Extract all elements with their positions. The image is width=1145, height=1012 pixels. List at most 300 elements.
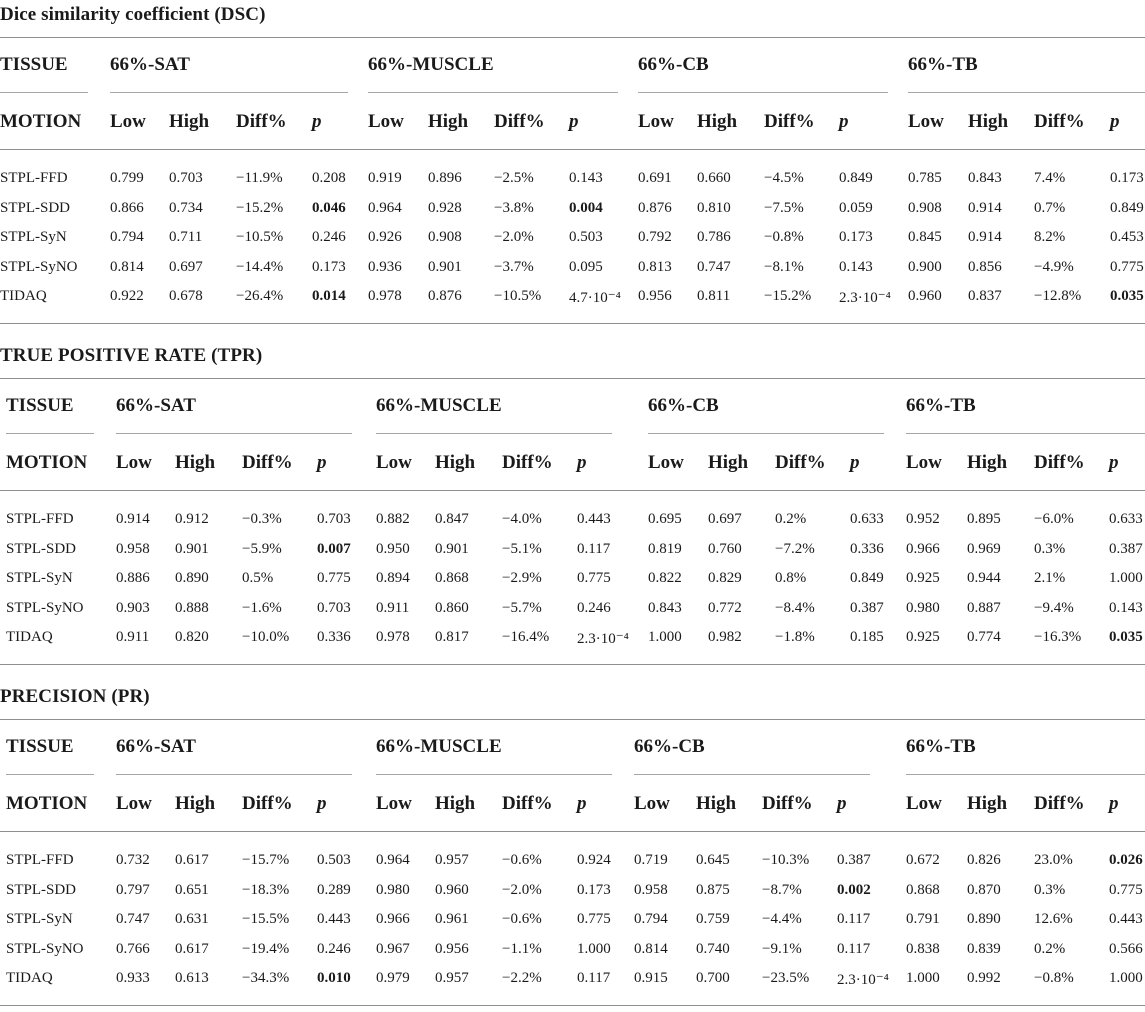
group-header: 66%-CB <box>648 395 719 416</box>
table-cell: −9.1% <box>762 940 802 957</box>
table-cell: 0.961 <box>435 911 469 927</box>
column-header: Diff% <box>1034 452 1085 473</box>
column-header: High <box>428 111 469 132</box>
column-header: Diff% <box>1034 793 1085 814</box>
table-cell: 0.613 <box>175 970 209 986</box>
table-cell: 0.660 <box>697 170 731 186</box>
table-cell: −8.7% <box>762 881 802 898</box>
column-header: Low <box>908 111 944 132</box>
group-underline <box>368 92 618 93</box>
group-underline <box>638 92 888 93</box>
table-cell: −3.8% <box>494 199 534 216</box>
table-cell: 1.000 <box>1109 970 1143 986</box>
table-cell: 2.3·10⁻⁴ <box>837 972 889 988</box>
table-cell: 0.143 <box>1109 599 1143 616</box>
table-cell: 0.691 <box>638 170 672 186</box>
group-header: 66%-CB <box>634 736 705 757</box>
method-label: STPL-SyNO <box>6 940 84 957</box>
table-cell: 0.173 <box>839 229 873 245</box>
table-cell: −23.5% <box>762 970 810 986</box>
table-cell: −8.4% <box>775 599 815 616</box>
table-cell: 0.719 <box>634 852 668 868</box>
column-header: p <box>1109 793 1119 814</box>
table-cell: 0.958 <box>116 540 150 557</box>
table-cell: 0.697 <box>708 511 742 527</box>
table-cell: −10.5% <box>236 229 284 245</box>
table-cell: 1.000 <box>1109 570 1143 586</box>
table-cell: 0.908 <box>428 229 462 245</box>
tissue-underline <box>0 92 88 93</box>
table-cell: −2.0% <box>494 229 534 245</box>
table-cell: 0.901 <box>435 540 469 557</box>
table-cell: −6.0% <box>1034 511 1074 527</box>
table-cell: 0.958 <box>634 881 668 898</box>
table-cell: −14.4% <box>236 258 284 275</box>
table-cell: −3.7% <box>494 258 534 275</box>
table-cell: 0.911 <box>376 599 410 616</box>
table-cell: 0.979 <box>376 970 410 986</box>
group-header: 66%-CB <box>638 54 709 75</box>
column-header: High <box>175 793 216 814</box>
table-cell: 0.922 <box>110 288 144 304</box>
table-cell: −8.1% <box>764 258 804 275</box>
table-cell: −1.8% <box>775 629 815 645</box>
table-cell: 1.000 <box>648 629 682 645</box>
table-cell: 0.711 <box>169 229 203 245</box>
header-rule <box>0 490 1145 491</box>
table-cell: 0.914 <box>968 199 1002 216</box>
table-cell: 0.695 <box>648 511 682 527</box>
bottom-rule <box>0 323 1145 324</box>
method-label: STPL-FFD <box>6 852 74 868</box>
table-cell: 0.868 <box>906 881 940 898</box>
table-cell: 0.5% <box>242 570 274 586</box>
table-cell: 0.843 <box>968 170 1002 186</box>
table-cell: 0.911 <box>116 629 150 645</box>
column-header: Diff% <box>502 793 553 814</box>
group-header: 66%-TB <box>908 54 978 75</box>
table-cell: −2.5% <box>494 170 534 186</box>
group-underline <box>634 774 870 775</box>
table-cell: 0.185 <box>850 629 884 645</box>
table-cell: −15.5% <box>242 911 290 927</box>
table-cell: 0.775 <box>1110 258 1144 275</box>
table-cell: −12.8% <box>1034 288 1082 304</box>
table-cell: 0.566 <box>1109 940 1143 957</box>
table-cell: 0.964 <box>368 199 402 216</box>
table-cell: 0.957 <box>435 970 469 986</box>
table-cell: 0.117 <box>577 970 611 986</box>
table-cell: 2.1% <box>1034 570 1066 586</box>
column-header: p <box>850 452 860 473</box>
table-cell: −15.2% <box>236 199 284 216</box>
table-cell: 0.633 <box>850 511 884 527</box>
table-cell: 0.817 <box>435 629 469 645</box>
table-cell: −19.4% <box>242 940 290 957</box>
table-cell: 0.8% <box>775 570 807 586</box>
table-cell: 0.856 <box>968 258 1002 275</box>
table-cell: −5.9% <box>242 540 282 557</box>
method-label: STPL-SyNO <box>0 258 78 275</box>
column-header: Low <box>906 452 942 473</box>
method-label: STPL-SyN <box>6 570 73 586</box>
section-title: TRUE POSITIVE RATE (TPR) <box>0 345 263 366</box>
table-cell: 0.117 <box>577 540 611 557</box>
table-cell: 0.887 <box>967 599 1001 616</box>
table-cell: 0.797 <box>116 881 150 898</box>
tissue-header: TISSUE <box>6 736 74 757</box>
table-cell: 0.143 <box>839 258 873 275</box>
table-cell: 0.952 <box>906 511 940 527</box>
section-title: PRECISION (PR) <box>0 686 150 707</box>
table-cell: 0.967 <box>376 940 410 957</box>
table-cell: 0.173 <box>312 258 346 275</box>
table-cell: 0.672 <box>906 852 940 868</box>
column-header: p <box>577 793 587 814</box>
table-cell: 0.849 <box>839 170 873 186</box>
table-cell: 0.703 <box>317 511 351 527</box>
table-cell: 0.811 <box>697 288 731 304</box>
table-cell: 0.950 <box>376 540 410 557</box>
table-cell: 0.786 <box>697 229 731 245</box>
table-cell: 0.894 <box>376 570 410 586</box>
table-cell: 0.895 <box>967 511 1001 527</box>
table-cell: 8.2% <box>1034 229 1066 245</box>
table-cell: 0.007 <box>317 540 351 557</box>
table-cell: 0.208 <box>312 170 346 186</box>
table-cell: 0.002 <box>837 881 871 898</box>
group-underline <box>376 433 612 434</box>
group-header: 66%-MUSCLE <box>368 54 494 75</box>
table-cell: 0.747 <box>697 258 731 275</box>
table-cell: 0.903 <box>116 599 150 616</box>
group-header: 66%-MUSCLE <box>376 736 502 757</box>
table-cell: 0.173 <box>1110 170 1144 186</box>
table-cell: 0.026 <box>1109 852 1143 868</box>
table-cell: −4.0% <box>502 511 542 527</box>
table-cell: 0.387 <box>837 852 871 868</box>
table-cell: 1.000 <box>577 940 611 957</box>
table-cell: 0.888 <box>175 599 209 616</box>
column-header: Low <box>906 793 942 814</box>
group-underline <box>648 433 884 434</box>
table-cell: 0.631 <box>175 911 209 927</box>
tissue-header: TISSUE <box>0 54 68 75</box>
table-cell: 0.849 <box>850 570 884 586</box>
table-cell: 0.912 <box>175 511 209 527</box>
table-cell: 0.843 <box>648 599 682 616</box>
column-header: p <box>312 111 322 132</box>
column-header: Low <box>376 793 412 814</box>
group-header: 66%-SAT <box>116 736 196 757</box>
tissue-underline <box>6 433 94 434</box>
table-cell: 0.814 <box>634 940 668 957</box>
table-cell: 0.443 <box>1109 911 1143 927</box>
table-cell: 0.936 <box>368 258 402 275</box>
column-header: Diff% <box>242 793 293 814</box>
table-cell: −10.0% <box>242 629 290 645</box>
group-header: 66%-TB <box>906 395 976 416</box>
table-cell: 0.289 <box>317 881 351 898</box>
column-header: High <box>169 111 210 132</box>
table-cell: 0.791 <box>906 911 940 927</box>
table-cell: 0.740 <box>696 940 730 957</box>
column-header: p <box>839 111 849 132</box>
table-cell: −34.3% <box>242 970 290 986</box>
table-cell: 0.503 <box>569 229 603 245</box>
table-cell: −26.4% <box>236 288 284 304</box>
table-cell: 0.775 <box>577 570 611 586</box>
column-header: Low <box>368 111 404 132</box>
column-header: Diff% <box>1034 111 1085 132</box>
bottom-rule <box>0 1005 1145 1006</box>
table-cell: 0.775 <box>577 911 611 927</box>
table-cell: 0.847 <box>435 511 469 527</box>
table-cell: 0.837 <box>968 288 1002 304</box>
group-underline <box>908 92 1145 93</box>
column-header: High <box>697 111 738 132</box>
table-cell: 0.860 <box>435 599 469 616</box>
column-header: Diff% <box>242 452 293 473</box>
table-cell: 0.794 <box>634 911 668 927</box>
group-underline <box>116 774 352 775</box>
column-header: Diff% <box>236 111 287 132</box>
table-cell: 0.810 <box>697 199 731 216</box>
table-cell: −4.5% <box>764 170 804 186</box>
column-header: p <box>1109 452 1119 473</box>
table-cell: 0.443 <box>317 911 351 927</box>
table-cell: 0.747 <box>116 911 150 927</box>
table-cell: 0.914 <box>968 229 1002 245</box>
column-header: High <box>967 793 1008 814</box>
table-section <box>0 0 1145 330</box>
group-underline <box>906 774 1145 775</box>
table-cell: 0.957 <box>435 852 469 868</box>
table-cell: −2.2% <box>502 970 542 986</box>
table-cell: 0.908 <box>908 199 942 216</box>
table-cell: 0.890 <box>175 570 209 586</box>
table-section <box>0 682 1145 1012</box>
table-cell: −16.3% <box>1034 629 1082 645</box>
column-header: High <box>696 793 737 814</box>
table-cell: 0.960 <box>908 288 942 304</box>
bottom-rule <box>0 664 1145 665</box>
table-cell: 0.914 <box>116 511 150 527</box>
table-section <box>0 341 1145 671</box>
table-cell: 4.7·10⁻⁴ <box>569 290 621 306</box>
table-cell: 0.014 <box>312 288 346 304</box>
table-cell: 0.651 <box>175 881 209 898</box>
table-cell: 0.870 <box>967 881 1001 898</box>
motion-header: MOTION <box>0 111 82 132</box>
top-rule <box>0 378 1145 379</box>
table-cell: 0.095 <box>569 258 603 275</box>
table-cell: 0.814 <box>110 258 144 275</box>
method-label: STPL-FFD <box>0 170 68 186</box>
table-cell: −16.4% <box>502 629 550 645</box>
table-cell: 0.046 <box>312 199 346 216</box>
table-cell: 0.838 <box>906 940 940 957</box>
table-cell: 0.820 <box>175 629 209 645</box>
table-cell: 0.886 <box>116 570 150 586</box>
table-cell: 0.924 <box>577 852 611 868</box>
table-cell: 0.246 <box>577 599 611 616</box>
table-cell: 0.759 <box>696 911 730 927</box>
method-label: STPL-SDD <box>6 540 77 557</box>
table-cell: 0.876 <box>428 288 462 304</box>
group-header: 66%-SAT <box>110 54 190 75</box>
table-cell: 0.766 <box>116 940 150 957</box>
table-cell: −1.1% <box>502 940 542 957</box>
table-cell: 0.143 <box>569 170 603 186</box>
column-header: High <box>968 111 1009 132</box>
table-cell: 0.882 <box>376 511 410 527</box>
table-cell: −0.6% <box>502 911 542 927</box>
table-cell: 0.819 <box>648 540 682 557</box>
table-cell: 0.617 <box>175 940 209 957</box>
column-header: Low <box>116 452 152 473</box>
column-header: p <box>317 793 327 814</box>
table-cell: −4.9% <box>1034 258 1074 275</box>
table-cell: 0.980 <box>906 599 940 616</box>
table-cell: 2.3·10⁻⁴ <box>577 631 629 647</box>
table-cell: 0.980 <box>376 881 410 898</box>
table-cell: −10.3% <box>762 852 810 868</box>
table-cell: 0.443 <box>577 511 611 527</box>
table-cell: 0.822 <box>648 570 682 586</box>
column-header: High <box>967 452 1008 473</box>
table-cell: 0.956 <box>638 288 672 304</box>
method-label: TIDAQ <box>6 970 53 986</box>
table-cell: 0.633 <box>1109 511 1143 527</box>
table-cell: 0.387 <box>1109 540 1143 557</box>
group-header: 66%-MUSCLE <box>376 395 502 416</box>
table-cell: −5.1% <box>502 540 542 557</box>
table-cell: 0.956 <box>435 940 469 957</box>
column-header: Low <box>634 793 670 814</box>
top-rule <box>0 37 1145 38</box>
table-cell: 0.760 <box>708 540 742 557</box>
table-cell: 0.960 <box>435 881 469 898</box>
table-cell: 0.866 <box>110 199 144 216</box>
table-cell: 0.926 <box>368 229 402 245</box>
table-cell: 0.617 <box>175 852 209 868</box>
table-cell: −1.6% <box>242 599 282 616</box>
motion-header: MOTION <box>6 452 88 473</box>
table-cell: 0.890 <box>967 911 1001 927</box>
method-label: STPL-SDD <box>0 199 71 216</box>
table-cell: 0.734 <box>169 199 203 216</box>
table-cell: 0.792 <box>638 229 672 245</box>
column-header: Low <box>648 452 684 473</box>
table-cell: 0.2% <box>1034 940 1066 957</box>
table-cell: 0.173 <box>577 881 611 898</box>
table-cell: 0.453 <box>1110 229 1144 245</box>
table-cell: 0.004 <box>569 199 603 216</box>
table-cell: 0.868 <box>435 570 469 586</box>
table-cell: 0.117 <box>837 911 871 927</box>
table-cell: 0.901 <box>428 258 462 275</box>
table-cell: −0.8% <box>1034 970 1074 986</box>
table-cell: 0.246 <box>317 940 351 957</box>
column-header: p <box>569 111 579 132</box>
table-cell: 0.785 <box>908 170 942 186</box>
table-cell: 0.035 <box>1110 288 1144 304</box>
column-header: Diff% <box>494 111 545 132</box>
table-cell: −0.3% <box>242 511 282 527</box>
method-label: STPL-FFD <box>6 511 74 527</box>
table-cell: 0.799 <box>110 170 144 186</box>
column-header: High <box>175 452 216 473</box>
table-cell: 0.794 <box>110 229 144 245</box>
column-header: High <box>435 452 476 473</box>
table-cell: −5.7% <box>502 599 542 616</box>
table-cell: −7.5% <box>764 199 804 216</box>
header-rule <box>0 149 1145 150</box>
table-cell: 0.732 <box>116 852 150 868</box>
column-header: Low <box>376 452 412 473</box>
column-header: Diff% <box>502 452 553 473</box>
method-label: TIDAQ <box>6 629 53 645</box>
table-cell: 0.925 <box>906 629 940 645</box>
table-cell: −0.8% <box>764 229 804 245</box>
table-cell: 0.503 <box>317 852 351 868</box>
column-header: Diff% <box>762 793 813 814</box>
section-title: Dice similarity coefficient (DSC) <box>0 4 266 25</box>
table-cell: 0.875 <box>696 881 730 898</box>
method-label: STPL-SDD <box>6 881 77 898</box>
method-label: STPL-SyN <box>6 911 73 927</box>
motion-header: MOTION <box>6 793 88 814</box>
column-header: Low <box>638 111 674 132</box>
table-cell: −2.9% <box>502 570 542 586</box>
table-cell: 0.900 <box>908 258 942 275</box>
table-cell: 0.901 <box>175 540 209 557</box>
table-cell: 0.925 <box>906 570 940 586</box>
table-cell: 0.336 <box>317 629 351 645</box>
top-rule <box>0 719 1145 720</box>
table-cell: 0.117 <box>837 940 871 957</box>
table-cell: 0.246 <box>312 229 346 245</box>
table-cell: 0.645 <box>696 852 730 868</box>
table-cell: 0.978 <box>368 288 402 304</box>
table-cell: 0.919 <box>368 170 402 186</box>
table-cell: −9.4% <box>1034 599 1074 616</box>
table-cell: 0.697 <box>169 258 203 275</box>
table-cell: 0.7% <box>1034 199 1066 216</box>
table-cell: 0.703 <box>317 599 351 616</box>
table-cell: 0.839 <box>967 940 1001 957</box>
table-cell: 0.336 <box>850 540 884 557</box>
column-header: p <box>577 452 587 473</box>
header-rule <box>0 831 1145 832</box>
table-cell: 0.966 <box>376 911 410 927</box>
table-cell: 0.845 <box>908 229 942 245</box>
method-label: STPL-SyNO <box>6 599 84 616</box>
table-cell: 0.010 <box>317 970 351 986</box>
table-cell: 0.915 <box>634 970 668 986</box>
column-header: p <box>317 452 327 473</box>
table-cell: 12.6% <box>1034 911 1073 927</box>
table-cell: 7.4% <box>1034 170 1066 186</box>
table-cell: −2.0% <box>502 881 542 898</box>
table-cell: 0.978 <box>376 629 410 645</box>
table-cell: 0.678 <box>169 288 203 304</box>
table-cell: 23.0% <box>1034 852 1073 868</box>
table-cell: −18.3% <box>242 881 290 898</box>
column-header: High <box>708 452 749 473</box>
table-cell: 0.2% <box>775 511 807 527</box>
